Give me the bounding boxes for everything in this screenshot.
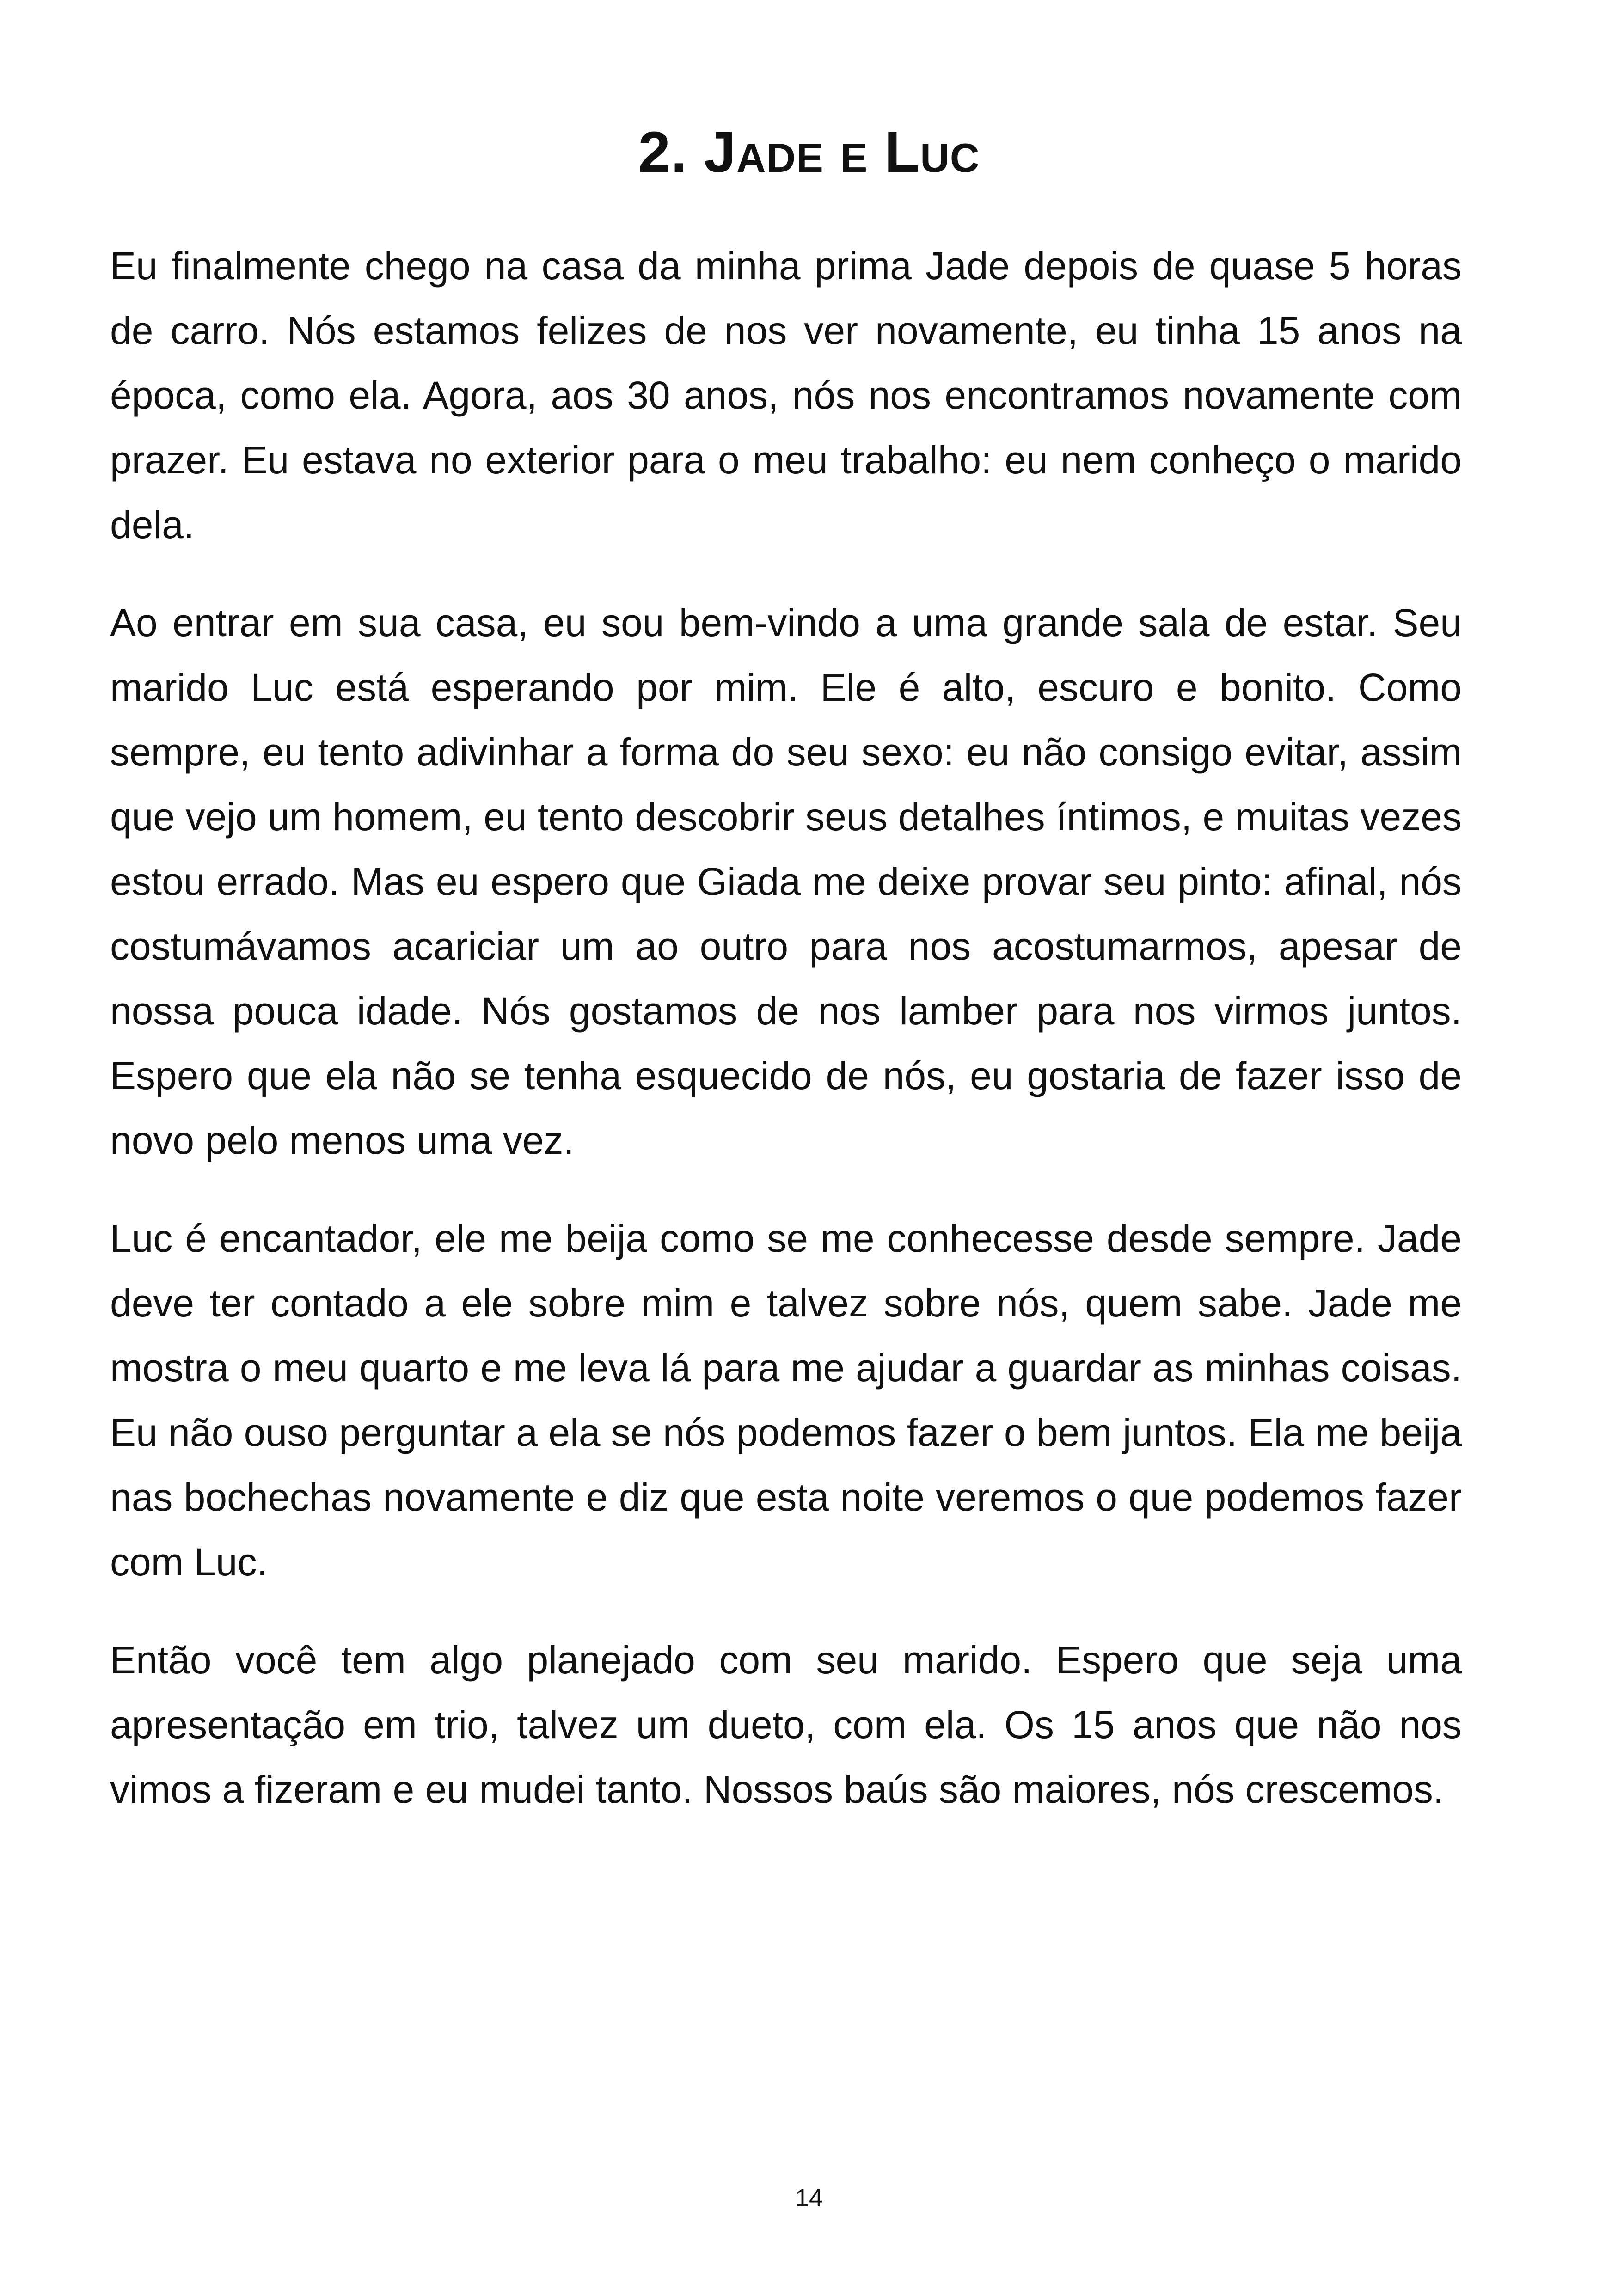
- paragraph-1: Eu finalmente chego na casa da minha prima Jade depois de quase 5 horas de carro. Nós estamos felizes de nos ver novamente, eu tinha 15 anos na época, como ela. Agora, aos 30 anos, nós nos encontramos novamente com prazer. Eu estava no exterior para o meu trabalho: eu nem conheço o marido dela.: [110, 244, 1462, 546]
- body-text: [110, 233, 1462, 1855]
- paragraph-3: Luc é encantador, ele me beija como se me conhecesse desde sempre. Jade deve ter contado a ele sobre mim e talvez sobre nós, quem sabe. Jade me mostra o meu quarto e me leva lá para me ajudar a guardar as minhas coisas. Eu não ouso perguntar a ela se nós podemos fazer o bem juntos. Ela me beija nas bochechas novamente e diz que esta noite veremos o que podemos fazer com Luc.: [110, 1217, 1462, 1584]
- chapter-title: 2. Jade e Luc: [638, 120, 980, 184]
- paragraph-4: Então você tem algo planejado com seu marido. Espero que seja uma apresentação em trio, talvez um dueto, com ela. Os 15 anos que não nos vimos a fizeram e eu mudei tanto. Nossos baús são maiores, nós crescemos.: [110, 1638, 1462, 1811]
- paragraph-2: Ao entrar em sua casa, eu sou bem-vindo a uma grande sala de estar. Seu marido Luc está esperando por mim. Ele é alto, escuro e bonito. Como sempre, eu tento adivinhar a forma do seu sexo: eu não consigo evitar, assim que vejo um homem, eu tento descobrir seus detalhes íntimos, e muitas vezes estou errado. Mas eu espero que Giada me deixe provar seu pinto: afinal, nós costumávamos acariciar um ao outro para nos acostumarmos, apesar de nossa pouca idade. Nós gostamos de nos lamber para nos virmos juntos. Espero que ela não se tenha esquecido de nós, eu gostaria de fazer isso de novo pelo menos uma vez.: [110, 601, 1462, 1162]
- page-number: 14: [795, 2184, 823, 2212]
